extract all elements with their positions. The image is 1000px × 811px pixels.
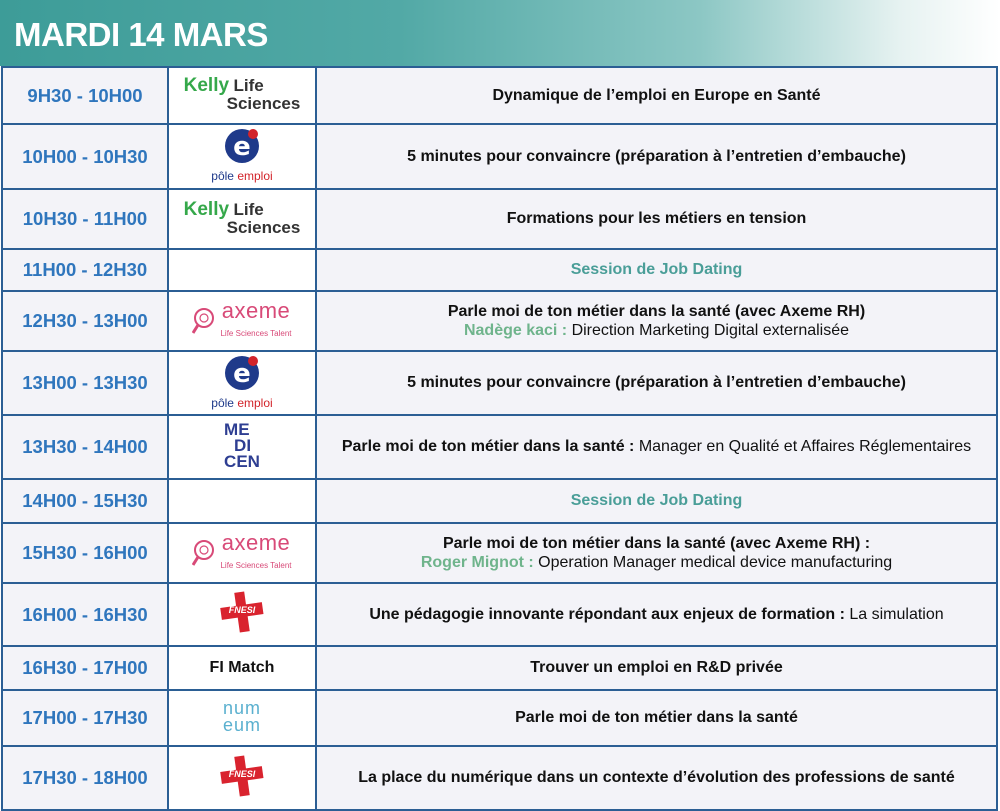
table-row xyxy=(2,291,997,351)
kelly-life-sciences-logo: Kelly Life Sciences xyxy=(168,67,316,124)
session-description xyxy=(316,583,997,646)
session-description xyxy=(316,124,997,189)
table-row xyxy=(2,351,997,415)
session-title: Une pédagogie innovante répondant aux enjeux de formation : xyxy=(369,605,845,623)
time-slot: 17H30 - 18H00 xyxy=(2,746,168,810)
time-slot: 13H30 - 14H00 xyxy=(2,415,168,479)
table-row xyxy=(2,646,997,690)
session-title: Parle moi de ton métier dans la santé : xyxy=(341,438,635,455)
magnifier-icon xyxy=(192,539,216,567)
time-slot: 16H30 - 17H00 xyxy=(2,646,168,690)
table-row xyxy=(2,479,997,523)
session-title: Parle moi de ton métier dans la santé (avec Axeme RH) : xyxy=(442,534,871,552)
session-title: Parle moi de ton métier dans la santé (avec Axeme RH) xyxy=(447,302,866,320)
empty-logo-cell xyxy=(168,479,316,523)
session-detail: Manager en Qualité et Affaires Réglementaires xyxy=(634,438,972,455)
session-title: Session de Job Dating xyxy=(570,492,743,509)
session-description xyxy=(316,351,997,415)
session-title: Session de Job Dating xyxy=(570,261,743,278)
session-title: La place du numérique dans un contexte d’évolution des professions de santé xyxy=(358,769,955,786)
pole-emploi-icon xyxy=(222,355,262,391)
axeme-logo: axeme Life Sciences Talent xyxy=(168,291,316,351)
speaker-role: Operation Manager medical device manufacturing xyxy=(533,553,893,571)
session-description xyxy=(316,291,997,351)
session-description xyxy=(316,746,997,810)
schedule-table xyxy=(1,66,998,811)
time-slot: 13H00 - 13H30 xyxy=(2,351,168,415)
time-slot: 9H30 - 10H00 xyxy=(2,67,168,124)
time-slot: 11H00 - 12H30 xyxy=(2,249,168,291)
session-title: Formations pour les métiers en tension xyxy=(506,210,807,227)
time-slot: 10H00 - 10H30 xyxy=(2,124,168,189)
kelly-life-sciences-logo: Kelly Life Sciences xyxy=(168,189,316,249)
magnifier-icon xyxy=(192,307,216,335)
svg-text:e: e xyxy=(233,358,251,389)
session-description xyxy=(316,523,997,583)
session-title: Dynamique de l’emploi en Europe en Santé xyxy=(492,86,821,104)
table-row xyxy=(2,583,997,646)
svg-text:e: e xyxy=(233,132,251,162)
table-row xyxy=(2,690,997,746)
table-row xyxy=(2,249,997,291)
session-title: 5 minutes pour convaincre (préparation à l’entretien d’embauche) xyxy=(407,147,906,165)
fi-match-logo: FI Match xyxy=(168,646,316,690)
table-row xyxy=(2,124,997,189)
empty-logo-cell xyxy=(168,249,316,291)
session-title: Parle moi de ton métier dans la santé xyxy=(515,709,798,726)
session-title: Trouver un emploi en R&D privée xyxy=(530,659,783,676)
day-header xyxy=(0,0,1000,66)
fnesi-logo: FNESI xyxy=(168,746,316,810)
table-row xyxy=(2,746,997,810)
session-description xyxy=(316,189,997,249)
speaker-role: Direction Marketing Digital externalisée xyxy=(567,321,850,339)
time-slot: 16H00 - 16H30 xyxy=(2,583,168,646)
table-row xyxy=(2,523,997,583)
time-slot: 12H30 - 13H00 xyxy=(2,291,168,351)
time-slot: 14H00 - 15H30 xyxy=(2,479,168,523)
time-slot: 10H30 - 11H00 xyxy=(2,189,168,249)
time-slot: 15H30 - 16H00 xyxy=(2,523,168,583)
session-description xyxy=(316,67,997,124)
medicen-logo: ME DI CEN xyxy=(168,415,316,479)
pole-emploi-logo: e pôle emploi xyxy=(168,351,316,415)
table-row xyxy=(2,415,997,479)
speaker-name: Nadège kaci : xyxy=(463,321,568,339)
numeum-logo: num eum xyxy=(168,690,316,746)
table-row xyxy=(2,67,997,124)
pole-emploi-icon xyxy=(222,128,262,164)
table-row xyxy=(2,189,997,249)
session-description xyxy=(316,415,997,479)
session-title: 5 minutes pour convaincre (préparation à l’entretien d’embauche) xyxy=(407,374,906,391)
day-title: MARDI 14 MARS xyxy=(14,16,268,53)
session-detail: La simulation xyxy=(844,605,944,623)
speaker-name: Roger Mignot : xyxy=(420,553,534,571)
session-description xyxy=(316,249,997,291)
time-slot: 17H00 - 17H30 xyxy=(2,690,168,746)
session-description xyxy=(316,479,997,523)
axeme-logo: axeme Life Sciences Talent xyxy=(168,523,316,583)
fnesi-logo: FNESI xyxy=(168,583,316,646)
pole-emploi-logo: e pôle emploi xyxy=(168,124,316,189)
session-description xyxy=(316,646,997,690)
session-description xyxy=(316,690,997,746)
